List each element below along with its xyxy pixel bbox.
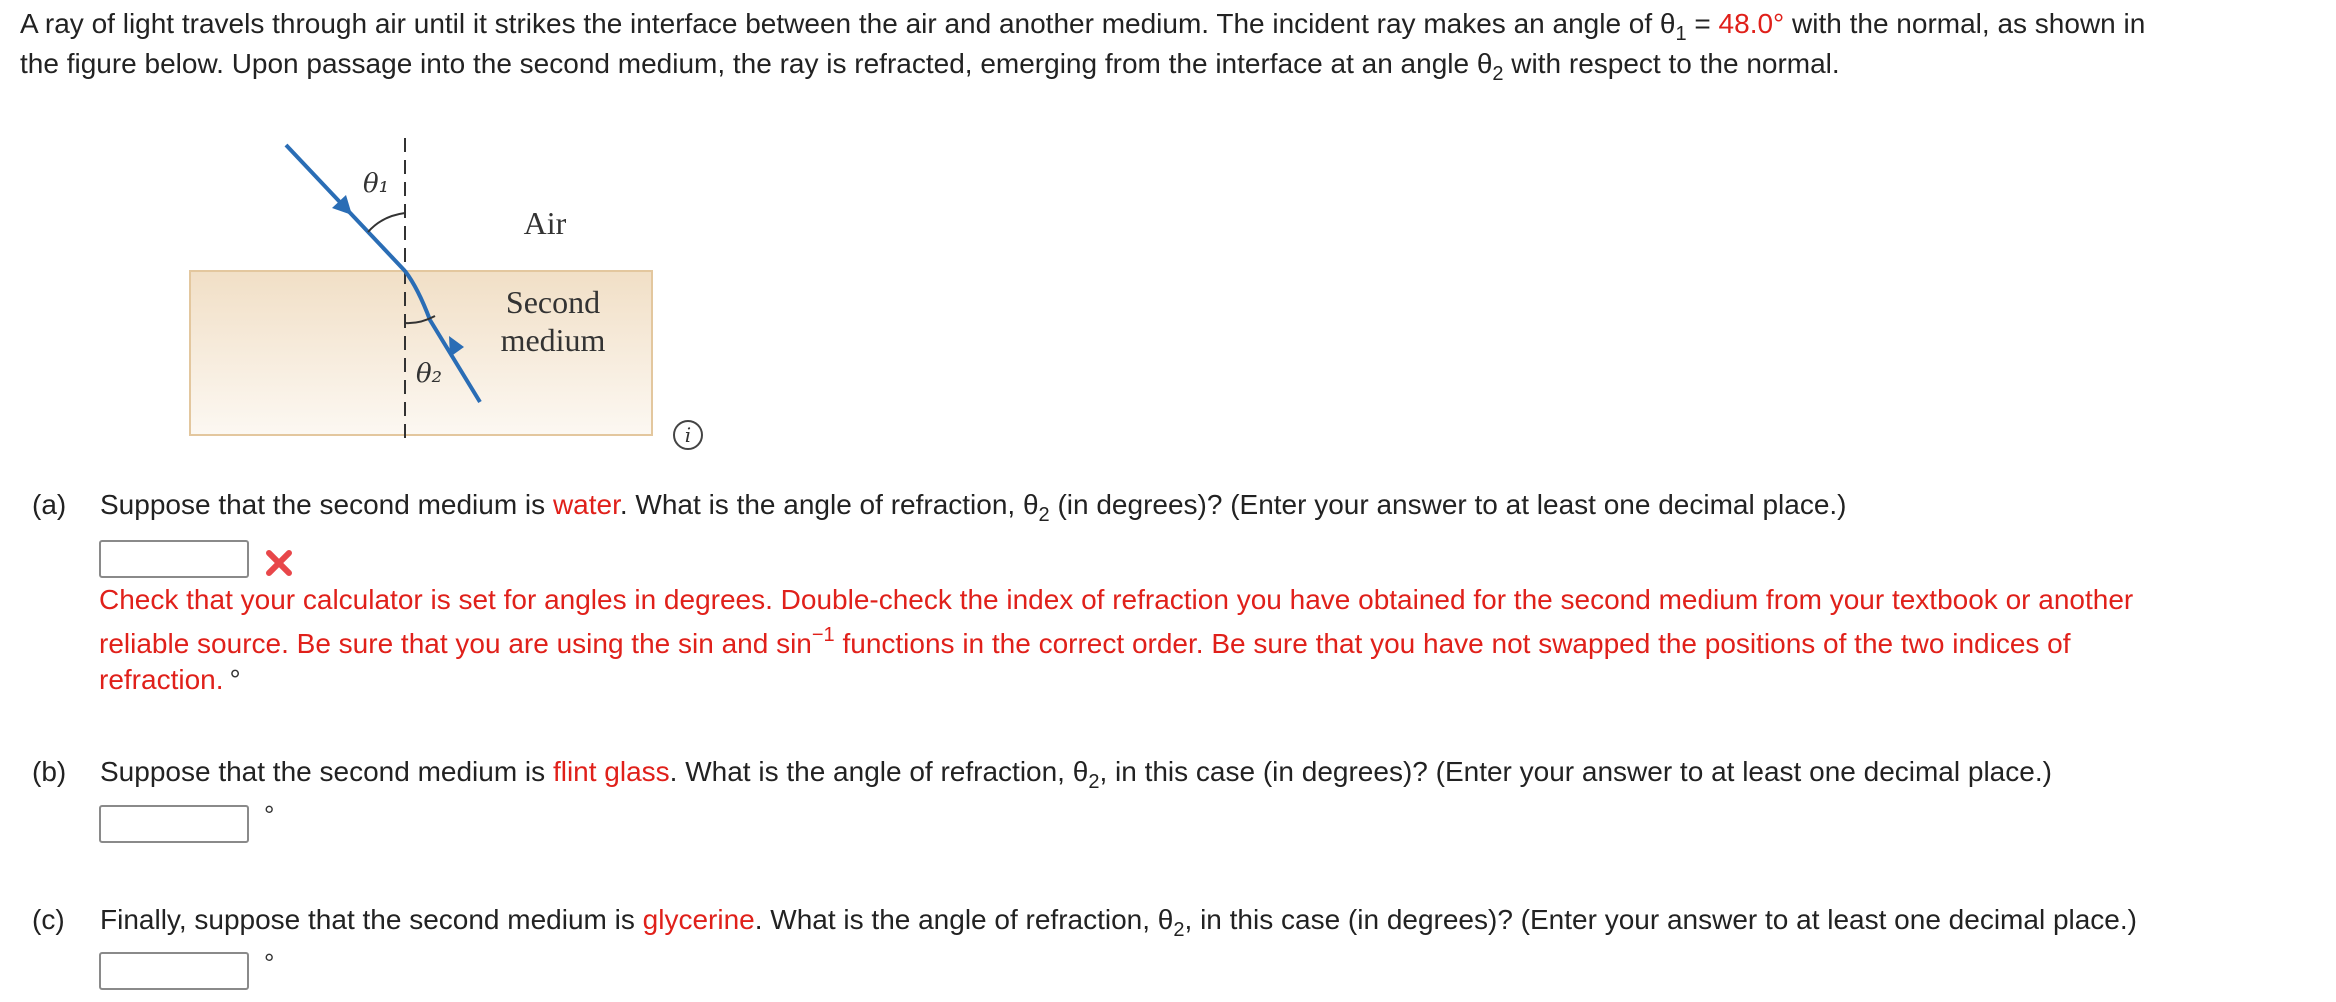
- part-c-subscript: 2: [1173, 919, 1185, 941]
- feedback-line1: Check that your calculator is set for angles in degrees. Double-check the index of refraction you have obtained for the second medium from your textbook or another: [99, 584, 2134, 615]
- refraction-figure: [180, 110, 670, 450]
- part-b-text-end: , in this case (in degrees)? (Enter your answer to at least one decimal place.): [1099, 756, 2052, 787]
- second-medium-label-line2: medium: [500, 322, 606, 358]
- equals-sign: =: [1686, 8, 1719, 39]
- part-b-text: [100, 752, 2052, 792]
- feedback-line2-start: reliable source. Be sure that you are using the sin and sin: [99, 628, 812, 659]
- part-c-label: (c): [32, 904, 65, 935]
- part-c-text-end: , in this case (in degrees)? (Enter your answer to at least one decimal place.): [1184, 904, 2137, 935]
- part-c-question: [32, 900, 2322, 940]
- part-b-medium: flint glass: [552, 756, 670, 787]
- x-mark-icon: [262, 546, 296, 580]
- second-medium-label-line1: Second: [505, 284, 601, 320]
- feedback-line2-end: functions in the correct order. Be sure that you have not swapped the positions of the two indices of: [834, 628, 2071, 659]
- part-b-question: [32, 752, 2322, 792]
- theta1-subscript: 1: [1675, 23, 1687, 45]
- feedback-superscript: −1: [811, 624, 835, 646]
- part-b-text-middle: . What is the angle of refraction, θ: [669, 756, 1089, 787]
- prompt-line2-text: the figure below. Upon passage into the second medium, the ray is refracted, emerging from the interface at an angle θ: [20, 48, 1493, 79]
- part-a-feedback: [99, 582, 2299, 698]
- part-b-subscript: 2: [1088, 771, 1100, 793]
- part-a-subscript: 2: [1038, 504, 1050, 526]
- problem-statement: [20, 4, 2336, 84]
- part-c-answer-input[interactable]: [99, 952, 249, 990]
- theta2-label: θ₂: [416, 359, 443, 389]
- prompt-line1-end: with the normal, as shown in: [1784, 8, 2146, 39]
- info-icon[interactable]: i: [673, 420, 703, 450]
- part-a-degree-symbol: °: [229, 664, 241, 695]
- part-a-label: (a): [32, 489, 67, 520]
- part-a-text: [100, 485, 1847, 525]
- theta1-label: θ₁: [363, 169, 390, 199]
- part-b-answer-input[interactable]: [99, 805, 249, 843]
- feedback-line3: [99, 662, 2299, 698]
- prompt-line1-text: A ray of light travels through air until it strikes the interface between the air and another medium. The incident ray makes an angle of θ: [20, 8, 1676, 39]
- part-a-text-start: Suppose that the second medium is: [100, 489, 553, 520]
- part-a-medium: water: [552, 489, 620, 520]
- part-c-degree-symbol: °: [264, 948, 275, 978]
- part-c-text: [100, 900, 2137, 940]
- theta1-arc: [368, 213, 405, 232]
- part-b-degree-symbol: °: [264, 800, 275, 830]
- prompt-line2-end: with respect to the normal.: [1503, 48, 1840, 79]
- part-c-text-start: Finally, suppose that the second medium is: [100, 904, 643, 935]
- part-a-text-end: (in degrees)? (Enter your answer to at least one decimal place.): [1049, 489, 1847, 520]
- theta2-subscript: 2: [1492, 63, 1504, 85]
- part-c-text-middle: . What is the angle of refraction, θ: [754, 904, 1174, 935]
- part-c-medium: glycerine: [642, 904, 755, 935]
- feedback-line2: [99, 626, 2299, 662]
- part-a-question: [32, 485, 2322, 525]
- part-a-answer-input[interactable]: [99, 540, 249, 578]
- feedback-line3-text: refraction.: [99, 664, 224, 695]
- theta1-value: 48.0°: [1718, 8, 1785, 39]
- part-b-label: (b): [32, 756, 67, 787]
- part-a-text-middle: . What is the angle of refraction, θ: [619, 489, 1039, 520]
- air-label: Air: [523, 205, 567, 241]
- refraction-diagram: [180, 110, 670, 450]
- part-b-text-start: Suppose that the second medium is: [100, 756, 553, 787]
